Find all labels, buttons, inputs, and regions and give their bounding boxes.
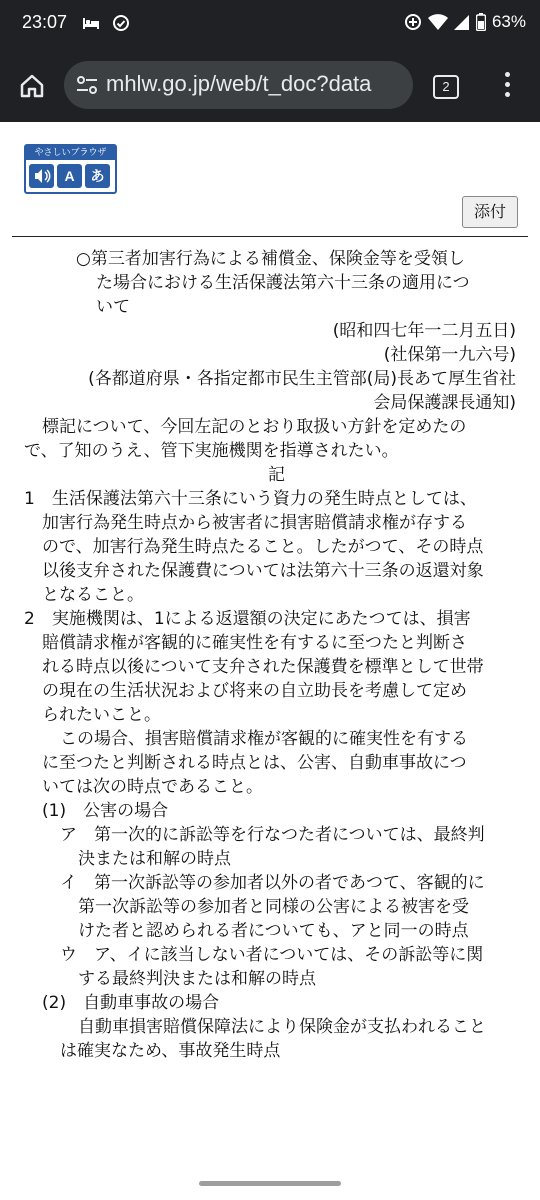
item2-line: れる時点以後について支弁された保護費を標準として世帯 [42,657,484,677]
intro-line: 標記について、今回左記のとおり取扱い方針を定めたの [42,417,467,437]
wifi-icon [428,13,448,31]
item2-line: 2 実施機関は、1による返還額の決定にあたつては、損害 [24,609,471,629]
item1-line: ので、加害行為発生時点たること。したがつて、その時点 [42,537,484,557]
status-time: 23:07 [22,12,68,32]
bed-icon [82,14,100,32]
attach-button[interactable]: 添付 [462,196,518,228]
para-line: いては次の時点であること。 [42,777,263,797]
item2-line: の現在の生活状況および将来の自立助長を考慮して定め [42,681,467,701]
title-line: ○第三者加害行為による補償金、保険金等を受領し [76,249,465,269]
para-line: に至つたと判断される時点とは、公害、自動車事故につ [42,753,467,773]
badge-label: やさしいブラウザ [26,146,115,160]
sub1-u-line: する最終判決または和解の時点 [78,969,316,989]
intro-line: で、了知のうえ、管下実施機関を指導されたい。 [24,441,399,461]
data-saver-icon [404,13,422,31]
badge-icons [29,164,110,188]
battery-icon [476,13,486,31]
browser-toolbar [0,48,540,122]
document-number: (社保第一九六号) [383,345,516,365]
document-date: (昭和四七年一二月五日) [332,321,516,341]
title-line: いて [96,297,130,317]
item1-line: 1 生活保護法第六十三条にいう資力の発生時点としては、 [24,489,477,509]
sub2-heading: (2) 自動車事故の場合 [42,993,220,1013]
battery-percent: 63% [491,12,526,31]
sub1-i-line: けた者と認められる者についても、アと同一の時点 [78,921,469,941]
divider [12,236,528,237]
hiragana-icon: あ [85,164,110,188]
status-right [404,12,526,32]
ki-heading: 記 [268,465,285,485]
home-icon[interactable] [18,72,46,100]
item2-line: 賠償請求権が客観的に確実性を有するに至つたと判断さ [42,633,467,653]
sub1-a-line: 決または和解の時点 [78,849,231,869]
accessibility-browser-badge[interactable] [24,144,117,194]
addressee-line: 会局保護課長通知) [373,393,516,413]
item2-line: られたいこと。 [42,705,161,725]
text-size-icon: A [57,164,82,188]
item1-line: となること。 [42,585,144,605]
sub2-line: 自動車損害賠償保障法により保険金が支払われること [78,1017,486,1037]
more-menu-icon[interactable] [504,72,510,100]
gesture-bar[interactable] [199,1181,341,1186]
sub1-a-line: ア 第一次的に訴訟等を行なつた者については、最終判 [60,825,485,845]
speaker-icon [29,164,54,188]
sub1-u-line: ウ ア、イに該当しない者については、その訴訟等に関 [60,945,484,965]
tab-switcher-button[interactable]: 2 [433,75,459,99]
site-settings-icon[interactable] [76,75,98,95]
para-line: この場合、損害賠償請求権が客観的に確実性を有する [60,729,468,749]
sub1-i-line: 第一次訴訟等の参加者と同様の公害による被害を受 [78,897,469,917]
addressee-line: (各都道府県・各指定都市民生主管部(局)長あて厚生省社 [88,369,516,389]
sub2-line: は確実なため、事故発生時点 [60,1041,281,1061]
item1-line: 加害行為発生時点から被害者に損害賠償請求権が存する [42,513,467,533]
page-content [0,122,540,1200]
title-line: た場合における生活保護法第六十三条の適用につ [96,273,470,293]
check-circle-icon [112,14,130,32]
url-text[interactable]: mhlw.go.jp/web/t_doc?data [106,71,372,96]
sub1-i-line: イ 第一次訴訟等の参加者以外の者であつて、客観的に [60,873,485,893]
status-bar [0,0,540,48]
sub1-heading: (1) 公害の場合 [42,801,169,821]
item1-line: 以後支弁された保護費については法第六十三条の返還対象 [42,561,484,581]
url-bar[interactable] [64,61,413,109]
signal-icon [454,13,470,31]
